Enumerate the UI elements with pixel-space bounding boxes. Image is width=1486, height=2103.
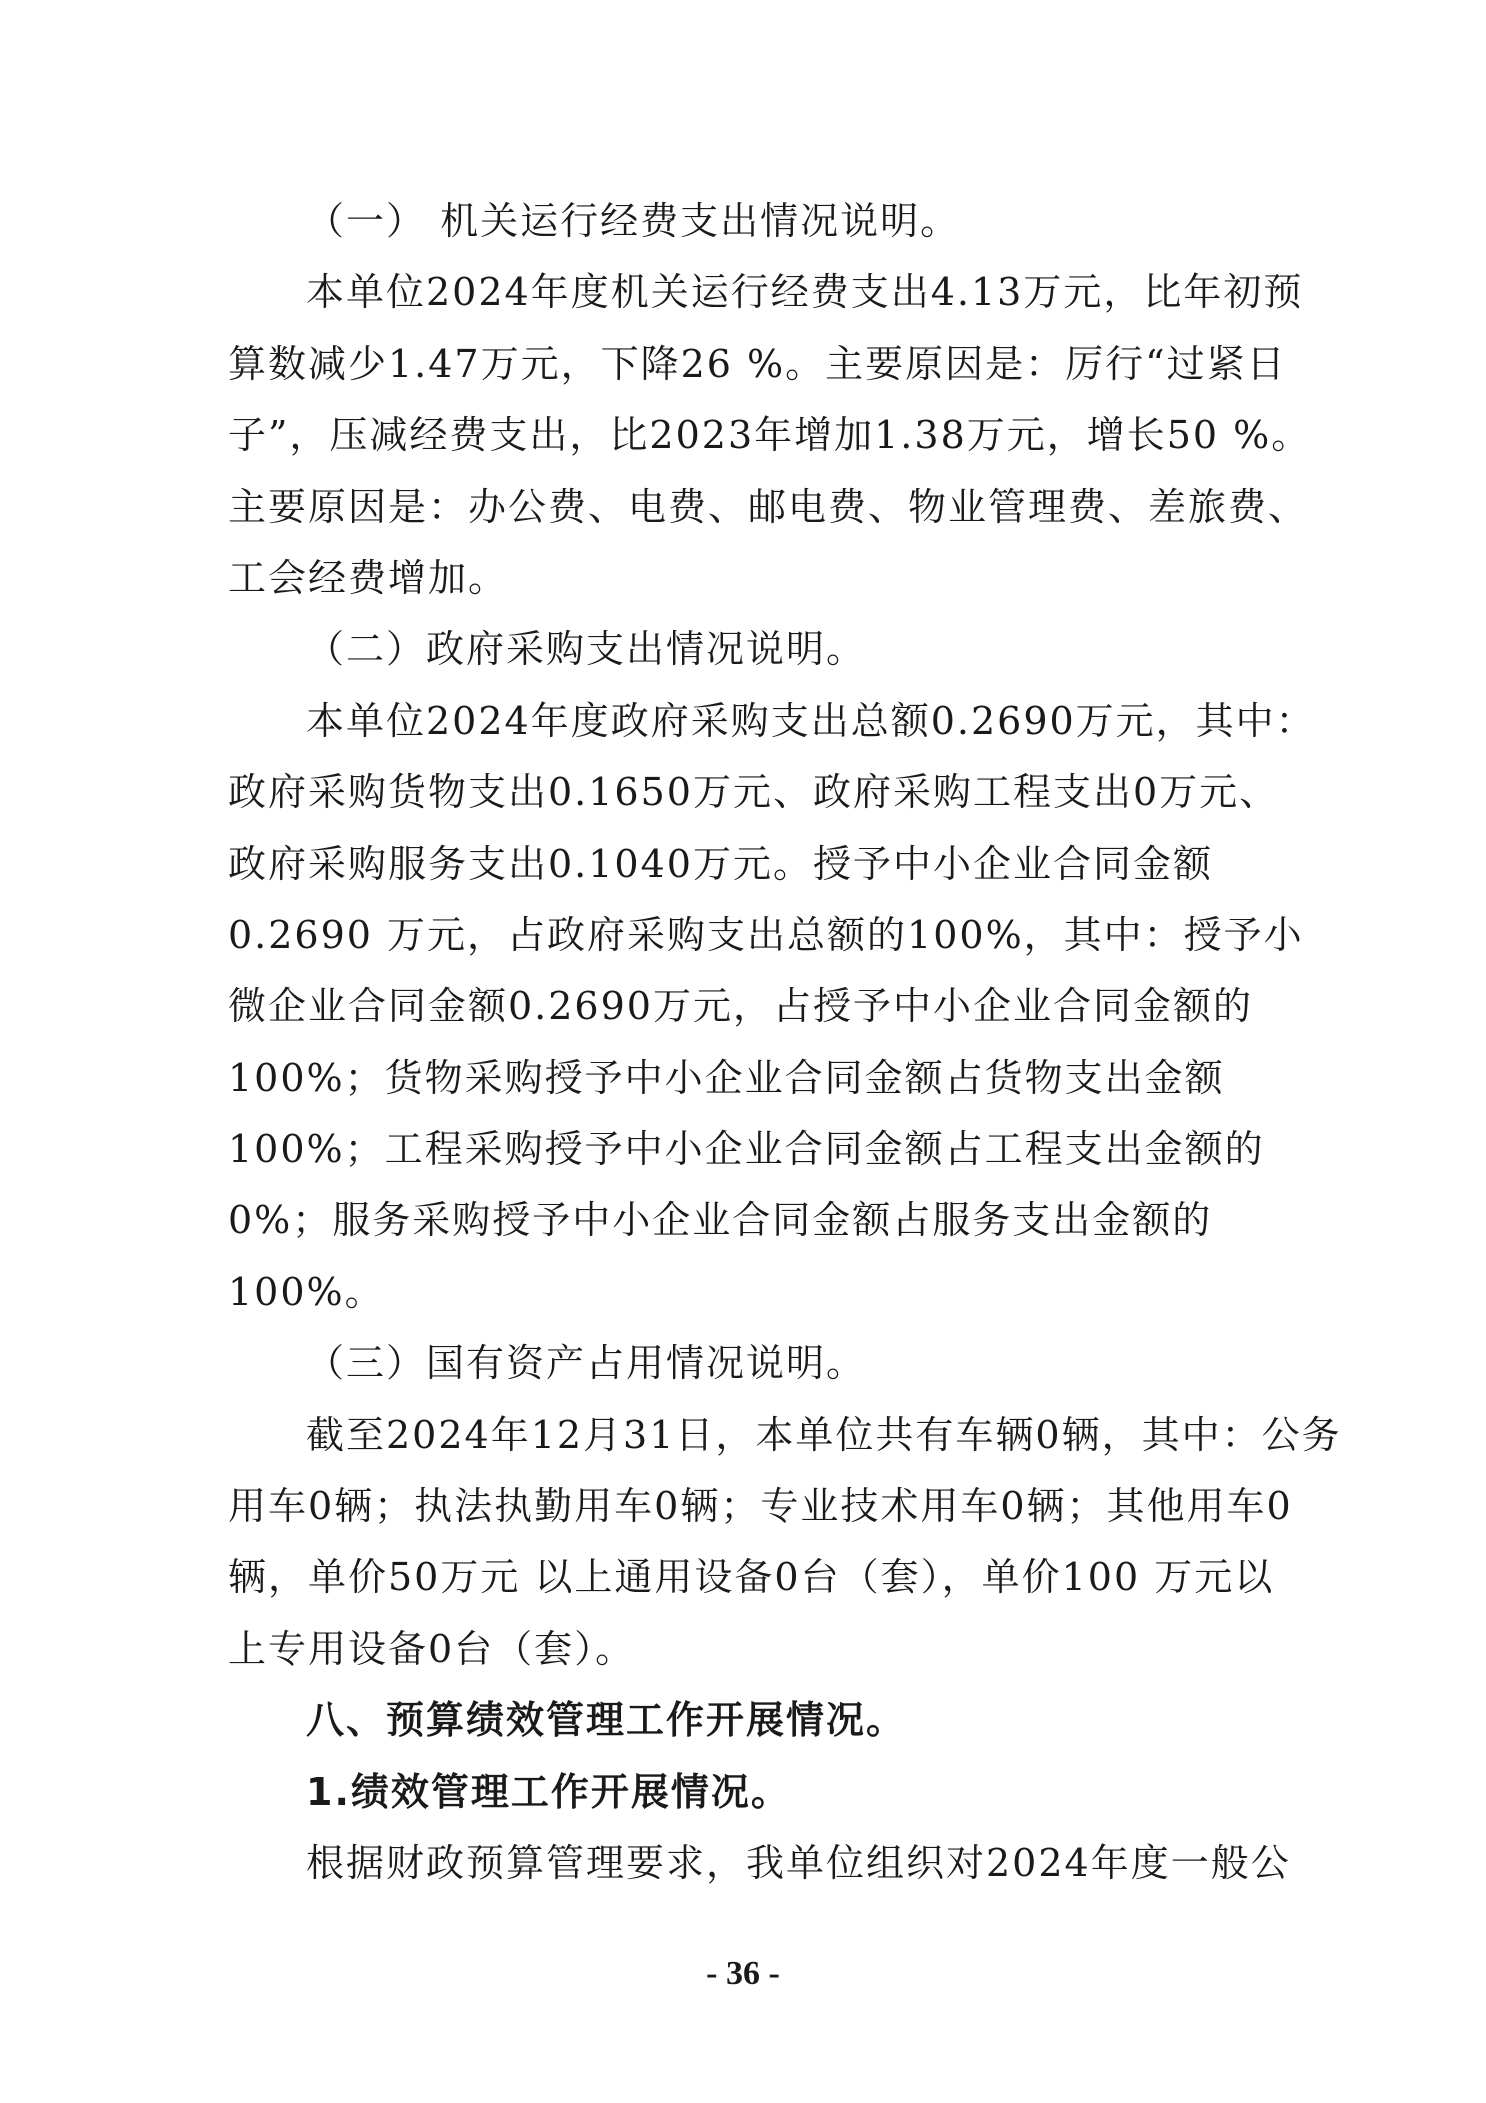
paragraph-line: 子”，压减经费支出，比2023年增加1.38万元，增长50 %。	[228, 413, 1312, 458]
paragraph-line: 本单位2024年度政府采购支出总额0.2690万元，其中：	[306, 698, 1316, 743]
paragraph-line: 工会经费增加。	[228, 555, 509, 600]
paragraph-line: 政府采购货物支出0.1650万元、政府采购工程支出0万元、	[228, 770, 1280, 815]
paragraph-line: 本单位2024年度机关运行经费支出4.13万元，比年初预	[306, 270, 1304, 315]
paragraph-line: 截至2024年12月31日，本单位共有车辆0辆，其中：公务	[306, 1412, 1342, 1457]
paragraph-line: 用车0辆；执法执勤用车0辆；专业技术用车0辆；其他用车0	[228, 1484, 1293, 1529]
paragraph-line: 算数减少1.47万元，下降26 %。主要原因是：厉行“过紧日	[228, 341, 1287, 386]
paragraph-line: 微企业合同金额0.2690万元，占授予中小企业合同金额的	[228, 984, 1253, 1029]
paragraph-line: 根据财政预算管理要求，我单位组织对2024年度一般公	[306, 1840, 1291, 1885]
section-heading-1: （一） 机关运行经费支出情况说明。	[306, 199, 961, 243]
section-heading-3: （三）国有资产占用情况说明。	[306, 1341, 867, 1386]
paragraph-line: 上专用设备0台（套）。	[228, 1626, 636, 1671]
paragraph-line: 100%；工程采购授予中小企业合同金额占工程支出金额的	[228, 1127, 1265, 1172]
paragraph-line: 100%。	[228, 1269, 385, 1314]
paragraph-line: 主要原因是：办公费、电费、邮电费、物业管理费、差旅费、	[228, 484, 1309, 529]
paragraph-line: 政府采购服务支出0.1040万元。授予中小企业合同金额	[228, 841, 1213, 886]
page-number: - 36 -	[706, 1955, 780, 1992]
paragraph-line: 0%；服务采购授予中小企业合同金额占服务支出金额的	[228, 1198, 1213, 1243]
subsection-heading: 1.绩效管理工作开展情况。	[306, 1769, 791, 1814]
paragraph-line: 100%；货物采购授予中小企业合同金额占货物支出金额	[228, 1055, 1225, 1100]
document-body	[228, 186, 1342, 1899]
chapter-heading: 八、预算绩效管理工作开展情况。	[306, 1698, 907, 1743]
paragraph-line: 0.2690 万元，占政府采购支出总额的100%，其中：授予小	[228, 912, 1304, 957]
section-heading-2: （二）政府采购支出情况说明。	[306, 627, 867, 672]
paragraph-line: 辆，单价50万元 以上通用设备0台（套），单价100 万元以	[228, 1555, 1275, 1600]
